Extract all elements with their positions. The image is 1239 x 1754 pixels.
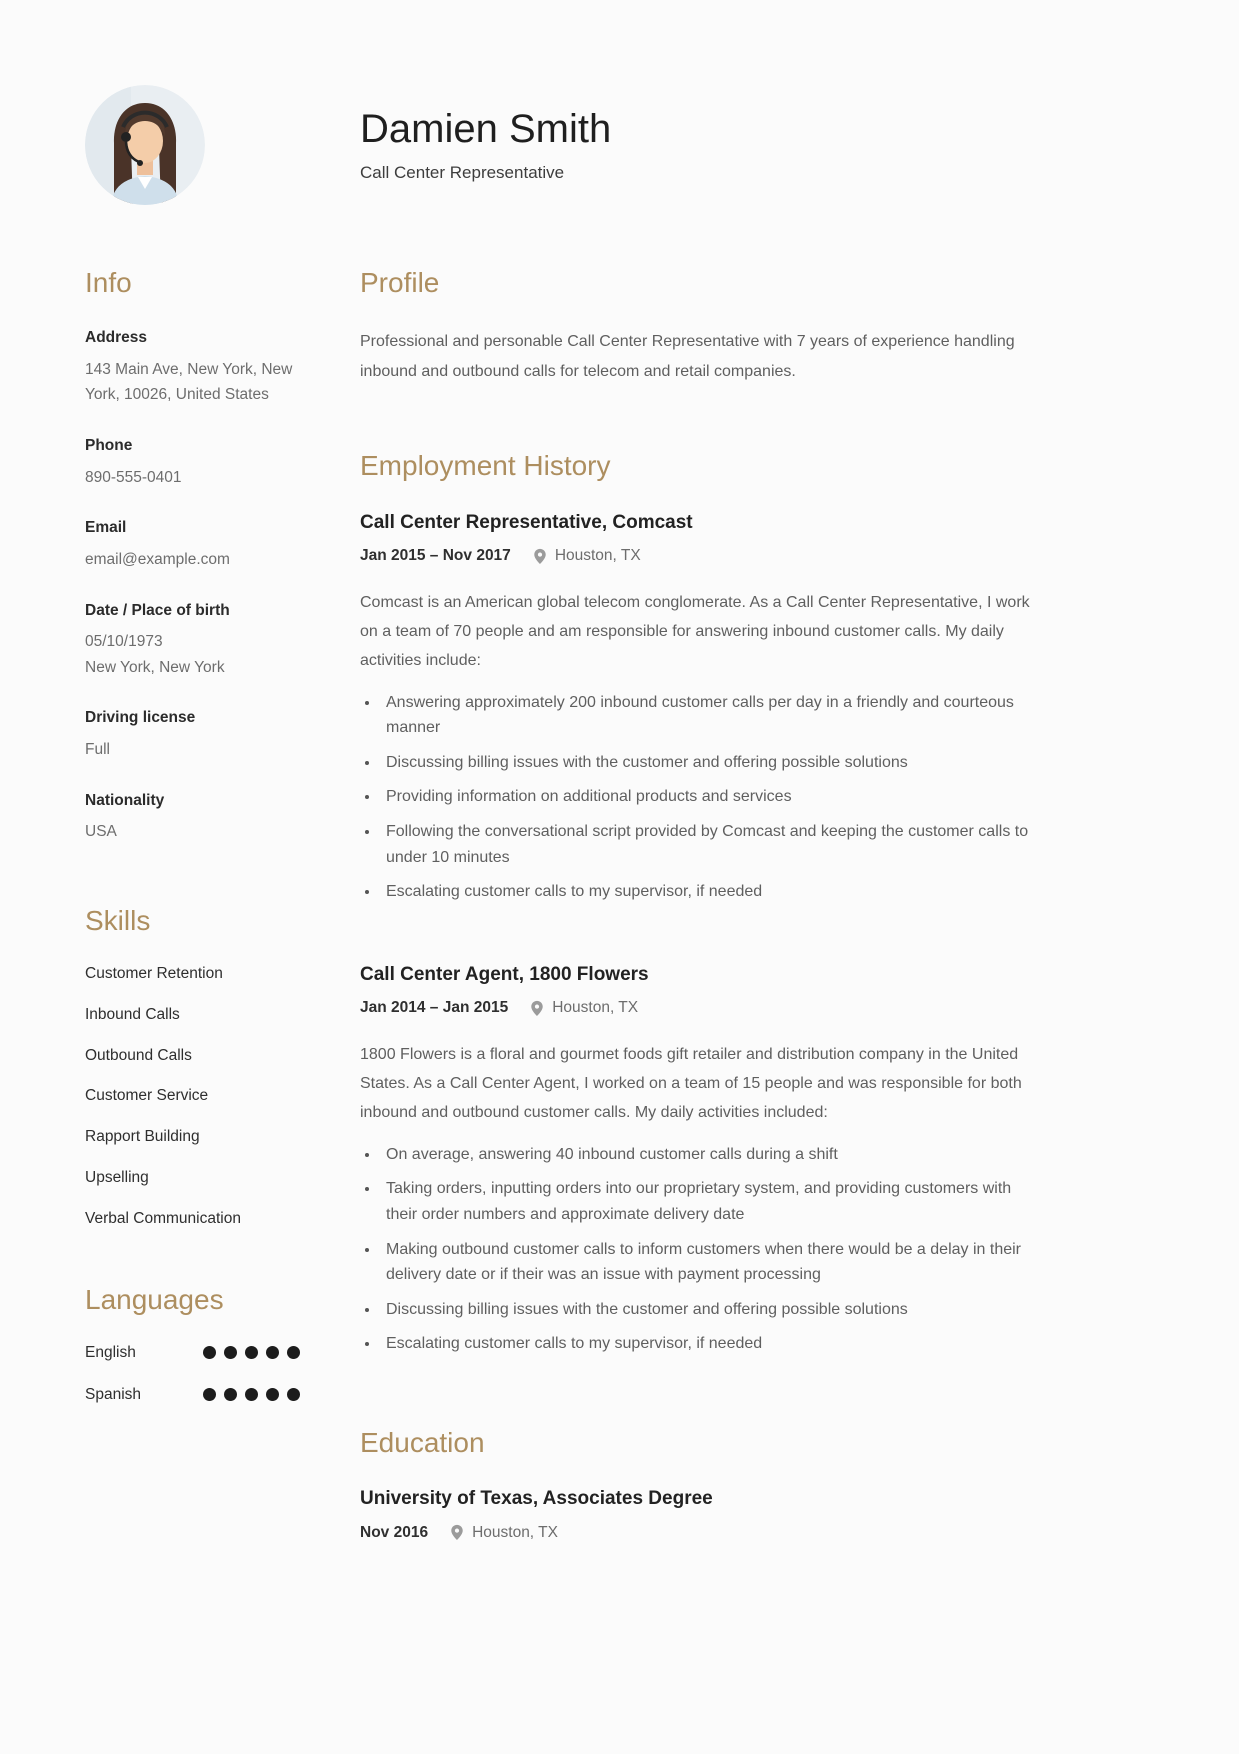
language-name: Spanish bbox=[85, 1385, 142, 1403]
language-level-dots bbox=[203, 1388, 320, 1401]
level-dot bbox=[266, 1346, 279, 1359]
location-pin-icon bbox=[533, 548, 547, 565]
job-bullet: • Following the conversational script provided by Comcast and keeping the customer calls to under 10 minutes bbox=[380, 819, 1036, 870]
skill-item: Customer Retention bbox=[85, 965, 223, 982]
nationality-value: USA bbox=[85, 823, 117, 841]
sidebar bbox=[85, 267, 320, 1566]
job-bullet: • Making outbound customer calls to inform customers when there would be a delay in their delivery date or if their was an issue with payment processing bbox=[380, 1237, 1036, 1288]
languages-heading: Languages bbox=[85, 1283, 224, 1315]
language-row bbox=[85, 1344, 320, 1362]
main-column bbox=[360, 267, 1036, 1566]
level-dot bbox=[203, 1388, 216, 1401]
phone-label: Phone bbox=[85, 437, 133, 454]
profile-section bbox=[360, 267, 1036, 386]
skills-heading: Skills bbox=[85, 904, 151, 936]
level-dot bbox=[245, 1388, 258, 1401]
driving-license-value: Full bbox=[85, 741, 110, 758]
job-bullet: • Discussing billing issues with the customer and offering possible solutions bbox=[380, 750, 1036, 776]
info-section bbox=[85, 267, 320, 845]
nationality-label: Nationality bbox=[85, 791, 165, 809]
language-level-dots bbox=[203, 1346, 320, 1359]
language-name: English bbox=[85, 1343, 136, 1361]
person-name: Damien Smith bbox=[360, 107, 612, 151]
job-dates: Jan 2015 – Nov 2017 bbox=[360, 547, 511, 565]
skills-list bbox=[85, 965, 320, 1228]
language-row bbox=[85, 1386, 320, 1404]
skill-item: Rapport Building bbox=[85, 1128, 200, 1146]
job-bullet: • Taking orders, inputting orders into our proprietary system, and providing customers with their order numbers and approximate delivery date bbox=[380, 1176, 1036, 1227]
job-meta-row bbox=[360, 547, 1036, 565]
job-meta-row bbox=[360, 999, 1036, 1017]
languages-section bbox=[85, 1284, 320, 1404]
birth-field bbox=[85, 600, 320, 681]
job-bullet-list bbox=[360, 690, 1036, 905]
employment-history-heading: Employment History bbox=[360, 450, 611, 482]
profile-photo bbox=[85, 85, 205, 205]
person-job-title: Call Center Representative bbox=[360, 163, 565, 182]
job-entry-comcast bbox=[360, 511, 1036, 905]
level-dot bbox=[203, 1346, 216, 1359]
education-entry bbox=[360, 1487, 1036, 1542]
job-bullet: • Providing information on additional products and services bbox=[380, 784, 1036, 810]
header bbox=[360, 85, 1127, 205]
skills-section bbox=[85, 905, 320, 1228]
driving-license-label: Driving license bbox=[85, 709, 196, 727]
job-bullet: • Escalating customer calls to my supervisor, if needed bbox=[380, 1331, 1036, 1357]
level-dot bbox=[245, 1346, 258, 1359]
level-dot bbox=[224, 1346, 237, 1359]
job-location: Houston, TX bbox=[552, 999, 639, 1017]
level-dot bbox=[287, 1388, 300, 1401]
phone-value: 890-555-0401 bbox=[85, 468, 182, 486]
address-value: 143 Main Ave, New York, New York, 10026, United States bbox=[85, 360, 293, 404]
profile-text: Professional and personable Call Center Representative with 7 years of experience handling inbound and outbound calls for telecom and retail companies. bbox=[360, 333, 1015, 380]
job-description: 1800 Flowers is a floral and gourmet foods gift retailer and distribution company in the United States. As a Call Center Agent, I worked on a team of 15 people and was responsible for both inbound and outbound customer calls. My daily activities included: bbox=[360, 1046, 1022, 1122]
skill-item: Verbal Communication bbox=[85, 1209, 241, 1227]
birth-label: Date / Place of birth bbox=[85, 601, 230, 619]
job-description: Comcast is an American global telecom conglomerate. As a Call Center Representative, I work on a team of 70 people and am responsible for answering inbound customer calls. My daily activities include: bbox=[360, 594, 1030, 669]
job-bullet: • Escalating customer calls to my supervisor, if needed bbox=[380, 879, 1036, 905]
birth-date-value: 05/10/1973 bbox=[85, 633, 163, 651]
job-bullet-list bbox=[360, 1142, 1036, 1357]
email-value: email@example.com bbox=[85, 550, 230, 568]
education-location: Houston, TX bbox=[472, 1523, 558, 1541]
education-meta-row bbox=[360, 1524, 1036, 1542]
address-field bbox=[85, 327, 320, 408]
level-dot bbox=[266, 1388, 279, 1401]
birth-place-value: New York, New York bbox=[85, 658, 225, 676]
skill-item: Upselling bbox=[85, 1169, 149, 1187]
education-degree-title: University of Texas, Associates Degree bbox=[360, 1488, 713, 1510]
education-date: Nov 2016 bbox=[360, 1523, 429, 1541]
skill-item: Customer Service bbox=[85, 1087, 209, 1105]
profile-heading: Profile bbox=[360, 267, 440, 298]
avatar-cell bbox=[85, 85, 320, 205]
info-heading: Info bbox=[85, 267, 132, 298]
phone-field bbox=[85, 435, 320, 490]
job-bullet: • Discussing billing issues with the customer and offering possible solutions bbox=[380, 1297, 1036, 1323]
job-location: Houston, TX bbox=[554, 547, 641, 565]
location-pin-icon bbox=[450, 1524, 464, 1541]
job-bullet: • Answering approximately 200 inbound customer calls per day in a friendly and courteous manner bbox=[380, 690, 1036, 741]
education-heading: Education bbox=[360, 1427, 485, 1459]
level-dot bbox=[287, 1346, 300, 1359]
email-field bbox=[85, 517, 320, 572]
driving-license-field bbox=[85, 707, 320, 762]
employment-history-section bbox=[360, 450, 1036, 1357]
nationality-field bbox=[85, 790, 320, 845]
level-dot bbox=[224, 1388, 237, 1401]
education-section bbox=[360, 1427, 1036, 1542]
job-bullet: • On average, answering 40 inbound customer calls during a shift bbox=[380, 1142, 1036, 1168]
address-label: Address bbox=[85, 329, 148, 347]
skill-item: Inbound Calls bbox=[85, 1005, 180, 1023]
email-label: Email bbox=[85, 519, 127, 537]
job-dates: Jan 2014 – Jan 2015 bbox=[360, 999, 509, 1017]
job-title: Call Center Representative, Comcast bbox=[360, 511, 693, 533]
job-title: Call Center Agent, 1800 Flowers bbox=[360, 963, 649, 985]
location-pin-icon bbox=[530, 1000, 544, 1017]
job-entry-1800-flowers bbox=[360, 963, 1036, 1357]
skill-item: Outbound Calls bbox=[85, 1046, 192, 1064]
